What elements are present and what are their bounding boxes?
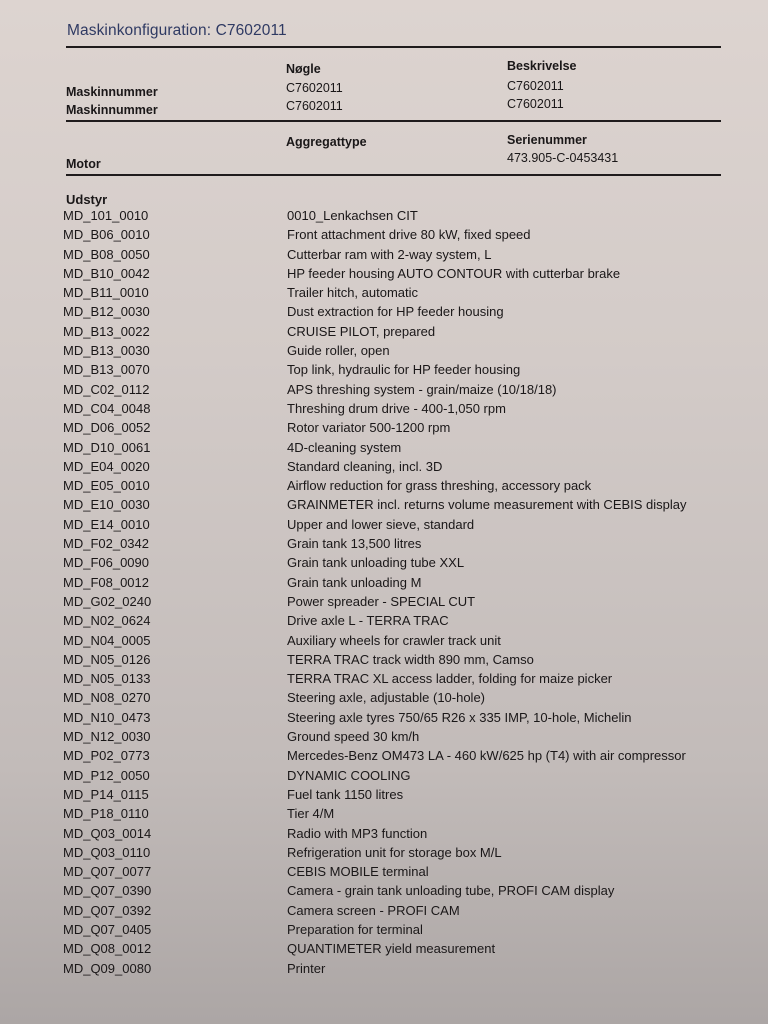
equipment-code: MD_P02_0773	[63, 748, 150, 764]
equipment-code: MD_D06_0052	[63, 420, 151, 436]
equipment-code: MD_C02_0112	[63, 381, 150, 397]
equipment-description: Mercedes-Benz OM473 LA - 460 kW/625 hp (T4) with air compressor	[287, 748, 686, 764]
aggregate-row-label: Motor	[66, 157, 101, 171]
equipment-code: MD_Q07_0392	[63, 902, 152, 918]
equipment-code: MD_Q09_0080	[63, 960, 152, 976]
equipment-item	[63, 536, 743, 555]
equipment-description: QUANTIMETER yield measurement	[287, 941, 496, 957]
equipment-item	[63, 459, 743, 478]
equipment-code: MD_N12_0030	[63, 729, 151, 745]
divider	[66, 120, 721, 122]
equipment-description: APS threshing system - grain/maize (10/18/18)	[287, 381, 557, 397]
equipment-description: 0010_Lenkachsen CIT	[287, 208, 418, 223]
equipment-code: MD_N02_0624	[63, 613, 151, 629]
equipment-description: Camera screen - PROFI CAM	[287, 902, 460, 918]
header-key: Nøgle	[286, 62, 321, 76]
equipment-description: Upper and lower sieve, standard	[287, 516, 475, 532]
equipment-code: MD_B11_0010	[63, 285, 149, 301]
equipment-item	[63, 208, 743, 227]
equipment-item	[63, 285, 743, 304]
equipment-code: MD_E14_0010	[63, 516, 150, 532]
equipment-description: Trailer hitch, automatic	[287, 285, 419, 301]
machine-row-label: Maskinnummer	[66, 85, 158, 99]
equipment-item	[63, 864, 743, 883]
equipment-code: MD_E04_0020	[63, 458, 150, 474]
equipment-code: MD_N10_0473	[63, 709, 151, 725]
equipment-description: Power spreader - SPECIAL CUT	[287, 593, 476, 609]
equipment-description: Auxiliary wheels for crawler track unit	[287, 632, 501, 648]
equipment-item	[63, 478, 743, 497]
equipment-item	[63, 304, 743, 323]
machine-row-description: C7602011	[507, 79, 564, 93]
equipment-item	[63, 748, 743, 767]
equipment-description: Tier 4/M	[287, 806, 335, 822]
equipment-item	[63, 633, 743, 652]
equipment-code: MD_F02_0342	[63, 536, 149, 552]
equipment-description: GRAINMETER incl. returns volume measurement with CEBIS display	[287, 497, 687, 513]
equipment-code: MD_Q08_0012	[63, 941, 152, 957]
equipment-item	[63, 555, 743, 574]
equipment-code: MD_N05_0126	[63, 651, 151, 667]
equipment-code: MD_Q07_0405	[63, 921, 152, 937]
equipment-code: MD_B13_0022	[63, 323, 150, 339]
equipment-item	[63, 652, 743, 671]
equipment-description: Preparation for terminal	[287, 921, 423, 937]
equipment-item	[63, 729, 743, 748]
equipment-code: MD_B06_0010	[63, 227, 150, 243]
equipment-code: MD_F06_0090	[63, 555, 149, 571]
equipment-code: MD_C04_0048	[63, 400, 151, 416]
equipment-description: CRUISE PILOT, prepared	[287, 323, 436, 339]
equipment-description: Standard cleaning, incl. 3D	[287, 458, 443, 474]
equipment-description: Rotor variator 500-1200 rpm	[287, 420, 451, 436]
equipment-description: Threshing drum drive - 400-1,050 rpm	[287, 400, 506, 416]
equipment-description: Steering axle tyres 750/65 R26 x 335 IMP, 10-hole, Michelin	[287, 709, 632, 725]
equipment-item	[63, 961, 743, 980]
equipment-description: CEBIS MOBILE terminal	[287, 864, 429, 880]
document-title: Maskinkonfiguration: C7602011	[67, 22, 287, 39]
equipment-description: Ground speed 30 km/h	[287, 729, 420, 745]
equipment-code: MD_B13_0030	[63, 343, 150, 359]
aggregate-row-serial: 473.905-C-0453431	[507, 151, 619, 165]
equipment-item	[63, 941, 743, 960]
equipment-code: MD_Q07_0077	[63, 864, 152, 880]
equipment-description: DYNAMIC COOLING	[287, 767, 411, 783]
equipment-item	[63, 903, 743, 922]
equipment-item	[63, 227, 743, 246]
machine-row-key: C7602011	[286, 99, 343, 113]
equipment-code: MD_P14_0115	[63, 786, 149, 802]
equipment-code: MD_Q03_0014	[63, 825, 152, 841]
header-description: Beskrivelse	[507, 59, 577, 73]
equipment-list	[63, 208, 743, 980]
equipment-description: Grain tank unloading M	[287, 574, 422, 590]
equipment-description: Airflow reduction for grass threshing, accessory pack	[287, 478, 592, 494]
equipment-item	[63, 845, 743, 864]
equipment-code: MD_B13_0070	[63, 362, 150, 378]
equipment-code: MD_Q03_0110	[63, 844, 151, 860]
divider	[66, 46, 721, 48]
equipment-description: Grain tank unloading tube XXL	[287, 555, 465, 571]
machine-row-label: Maskinnummer	[66, 103, 158, 117]
equipment-code: MD_F08_0012	[63, 574, 149, 590]
equipment-item	[63, 806, 743, 825]
equipment-item	[63, 575, 743, 594]
equipment-item	[63, 883, 743, 902]
equipment-description: Printer	[287, 960, 326, 976]
equipment-item	[63, 440, 743, 459]
machine-row-key: C7602011	[286, 81, 343, 95]
equipment-item	[63, 343, 743, 362]
equipment-description: Cutterbar ram with 2-way system, L	[287, 246, 492, 262]
equipment-description: Guide roller, open	[287, 343, 390, 359]
equipment-item	[63, 324, 743, 343]
equipment-code: MD_G02_0240	[63, 593, 152, 609]
equipment-item	[63, 690, 743, 709]
equipment-item	[63, 517, 743, 536]
equipment-description: Refrigeration unit for storage box M/L	[287, 844, 502, 860]
equipment-description: Radio with MP3 function	[287, 825, 428, 841]
equipment-item	[63, 382, 743, 401]
equipment-code: MD_N04_0005	[63, 632, 151, 648]
equipment-description: Drive axle L - TERRA TRAC	[287, 613, 449, 629]
equipment-code: MD_B12_0030	[63, 304, 150, 320]
equipment-item	[63, 362, 743, 381]
equipment-code: MD_B08_0050	[63, 246, 150, 262]
equipment-item	[63, 922, 743, 941]
equipment-code: MD_B10_0042	[63, 265, 150, 281]
equipment-item	[63, 420, 743, 439]
equipment-code: MD_101_0010	[63, 208, 149, 223]
equipment-heading: Udstyr	[66, 192, 108, 207]
equipment-description: Grain tank 13,500 litres	[287, 536, 422, 552]
equipment-code: MD_P18_0110	[63, 806, 149, 822]
equipment-item	[63, 497, 743, 516]
equipment-code: MD_N05_0133	[63, 671, 151, 687]
equipment-description: Camera - grain tank unloading tube, PROFI CAM display	[287, 883, 615, 899]
equipment-description: TERRA TRAC track width 890 mm, Camso	[287, 651, 534, 667]
equipment-description: Steering axle, adjustable (10-hole)	[287, 690, 486, 706]
header-aggregate-type: Aggregattype	[286, 135, 367, 149]
equipment-description: Fuel tank 1150 litres	[287, 786, 404, 802]
equipment-code: MD_E05_0010	[63, 478, 150, 494]
equipment-item	[63, 266, 743, 285]
header-serial-number: Serienummer	[507, 133, 587, 147]
equipment-item	[63, 247, 743, 266]
equipment-item	[63, 826, 743, 845]
machine-row-description: C7602011	[507, 97, 564, 111]
equipment-description: Front attachment drive 80 kW, fixed speed	[287, 227, 531, 243]
equipment-item	[63, 594, 743, 613]
equipment-code: MD_Q07_0390	[63, 883, 152, 899]
equipment-description: 4D-cleaning system	[287, 439, 402, 455]
equipment-code: MD_E10_0030	[63, 497, 150, 513]
equipment-item	[63, 768, 743, 787]
equipment-item	[63, 671, 743, 690]
equipment-description: TERRA TRAC XL access ladder, folding for maize picker	[287, 671, 613, 687]
equipment-item	[63, 710, 743, 729]
equipment-item	[63, 401, 743, 420]
equipment-code: MD_N08_0270	[63, 690, 151, 706]
divider	[66, 174, 721, 176]
equipment-code: MD_P12_0050	[63, 767, 150, 783]
equipment-code: MD_D10_0061	[63, 439, 151, 455]
equipment-description: Top link, hydraulic for HP feeder housing	[287, 362, 521, 378]
equipment-description: HP feeder housing AUTO CONTOUR with cutterbar brake	[287, 265, 621, 281]
equipment-item	[63, 613, 743, 632]
equipment-item	[63, 787, 743, 806]
equipment-description: Dust extraction for HP feeder housing	[287, 304, 504, 320]
